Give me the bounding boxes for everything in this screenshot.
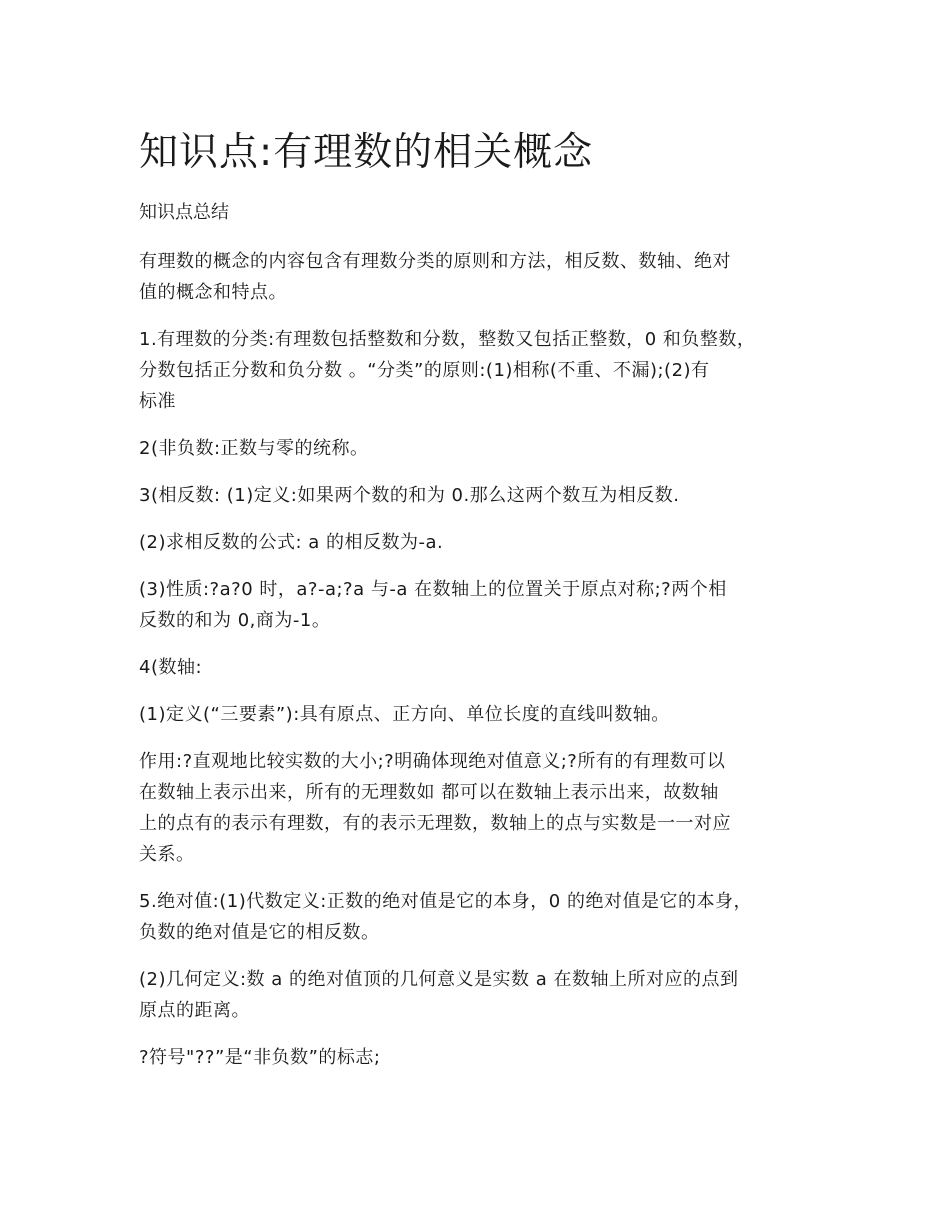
paragraph-line: (1)定义(“三要素”):具有原点、正方向、单位长度的直线叫数轴。 <box>139 704 670 725</box>
paragraph <box>139 480 839 511</box>
paragraph <box>139 574 839 636</box>
paragraph-line: ?符号"??”是“非负数”的标志; <box>139 1047 381 1068</box>
paragraph <box>139 1042 839 1073</box>
paragraph-line: 在数轴上表示出来，所有的无理数如 都可以在数轴上表示出来，故数轴 <box>139 782 719 803</box>
paragraph <box>139 964 839 1026</box>
paragraph <box>139 246 839 308</box>
paragraph-line: 4(数轴: <box>139 657 203 678</box>
paragraph-line: 分数包括正分数和负分数 。“分类”的原则:(1)相称(不重、不漏);(2)有 <box>139 360 710 381</box>
paragraph-line: 作用:?直观地比较实数的大小;?明确体现绝对值意义;?所有的有理数可以 <box>139 751 726 772</box>
paragraph-line: 标准 <box>139 391 176 412</box>
paragraph-line: (2)几何定义:数 a 的绝对值顶的几何意义是实数 a 在数轴上所对应的点到 <box>139 969 739 990</box>
document-body <box>139 246 839 1073</box>
paragraph-line: 有理数的概念的内容包含有理数分类的原则和方法，相反数、数轴、绝对 <box>139 251 731 272</box>
paragraph <box>139 527 839 558</box>
document-subtitle: 知识点总结 <box>139 202 229 223</box>
paragraph-line: (2)求相反数的公式: a 的相反数为-a. <box>139 532 444 553</box>
document-title: 知识点:有理数的相关概念 <box>139 130 594 175</box>
paragraph-line: 反数的和为 0,商为-1。 <box>139 610 331 631</box>
paragraph-line: (3)性质:?a?0 时，a?-a;?a 与-a 在数轴上的位置关于原点对称;?两个相 <box>139 579 727 600</box>
paragraph <box>139 699 839 730</box>
paragraph-line: 原点的距离。 <box>139 1000 250 1021</box>
paragraph-line: 3(相反数: (1)定义:如果两个数的和为 0.那么这两个数互为相反数. <box>139 485 680 506</box>
paragraph <box>139 652 839 683</box>
paragraph-line: 负数的绝对值是它的相反数。 <box>139 922 380 943</box>
paragraph <box>139 746 839 870</box>
paragraph-line: 值的概念和特点。 <box>139 282 287 303</box>
paragraph <box>139 324 839 417</box>
paragraph <box>139 886 839 948</box>
paragraph-line: 2(非负数:正数与零的统称。 <box>139 438 369 459</box>
paragraph-line: 1.有理数的分类:有理数包括整数和分数，整数又包括正整数，0 和负整数， <box>139 329 756 350</box>
paragraph-line: 上的点有的表示有理数，有的表示无理数，数轴上的点与实数是一一对应 <box>139 813 731 834</box>
document-page <box>139 128 839 1089</box>
paragraph-line: 5.绝对值:(1)代数定义:正数的绝对值是它的本身，0 的绝对值是它的本身， <box>139 891 752 912</box>
paragraph-line: 关系。 <box>139 844 195 865</box>
paragraph <box>139 433 839 464</box>
